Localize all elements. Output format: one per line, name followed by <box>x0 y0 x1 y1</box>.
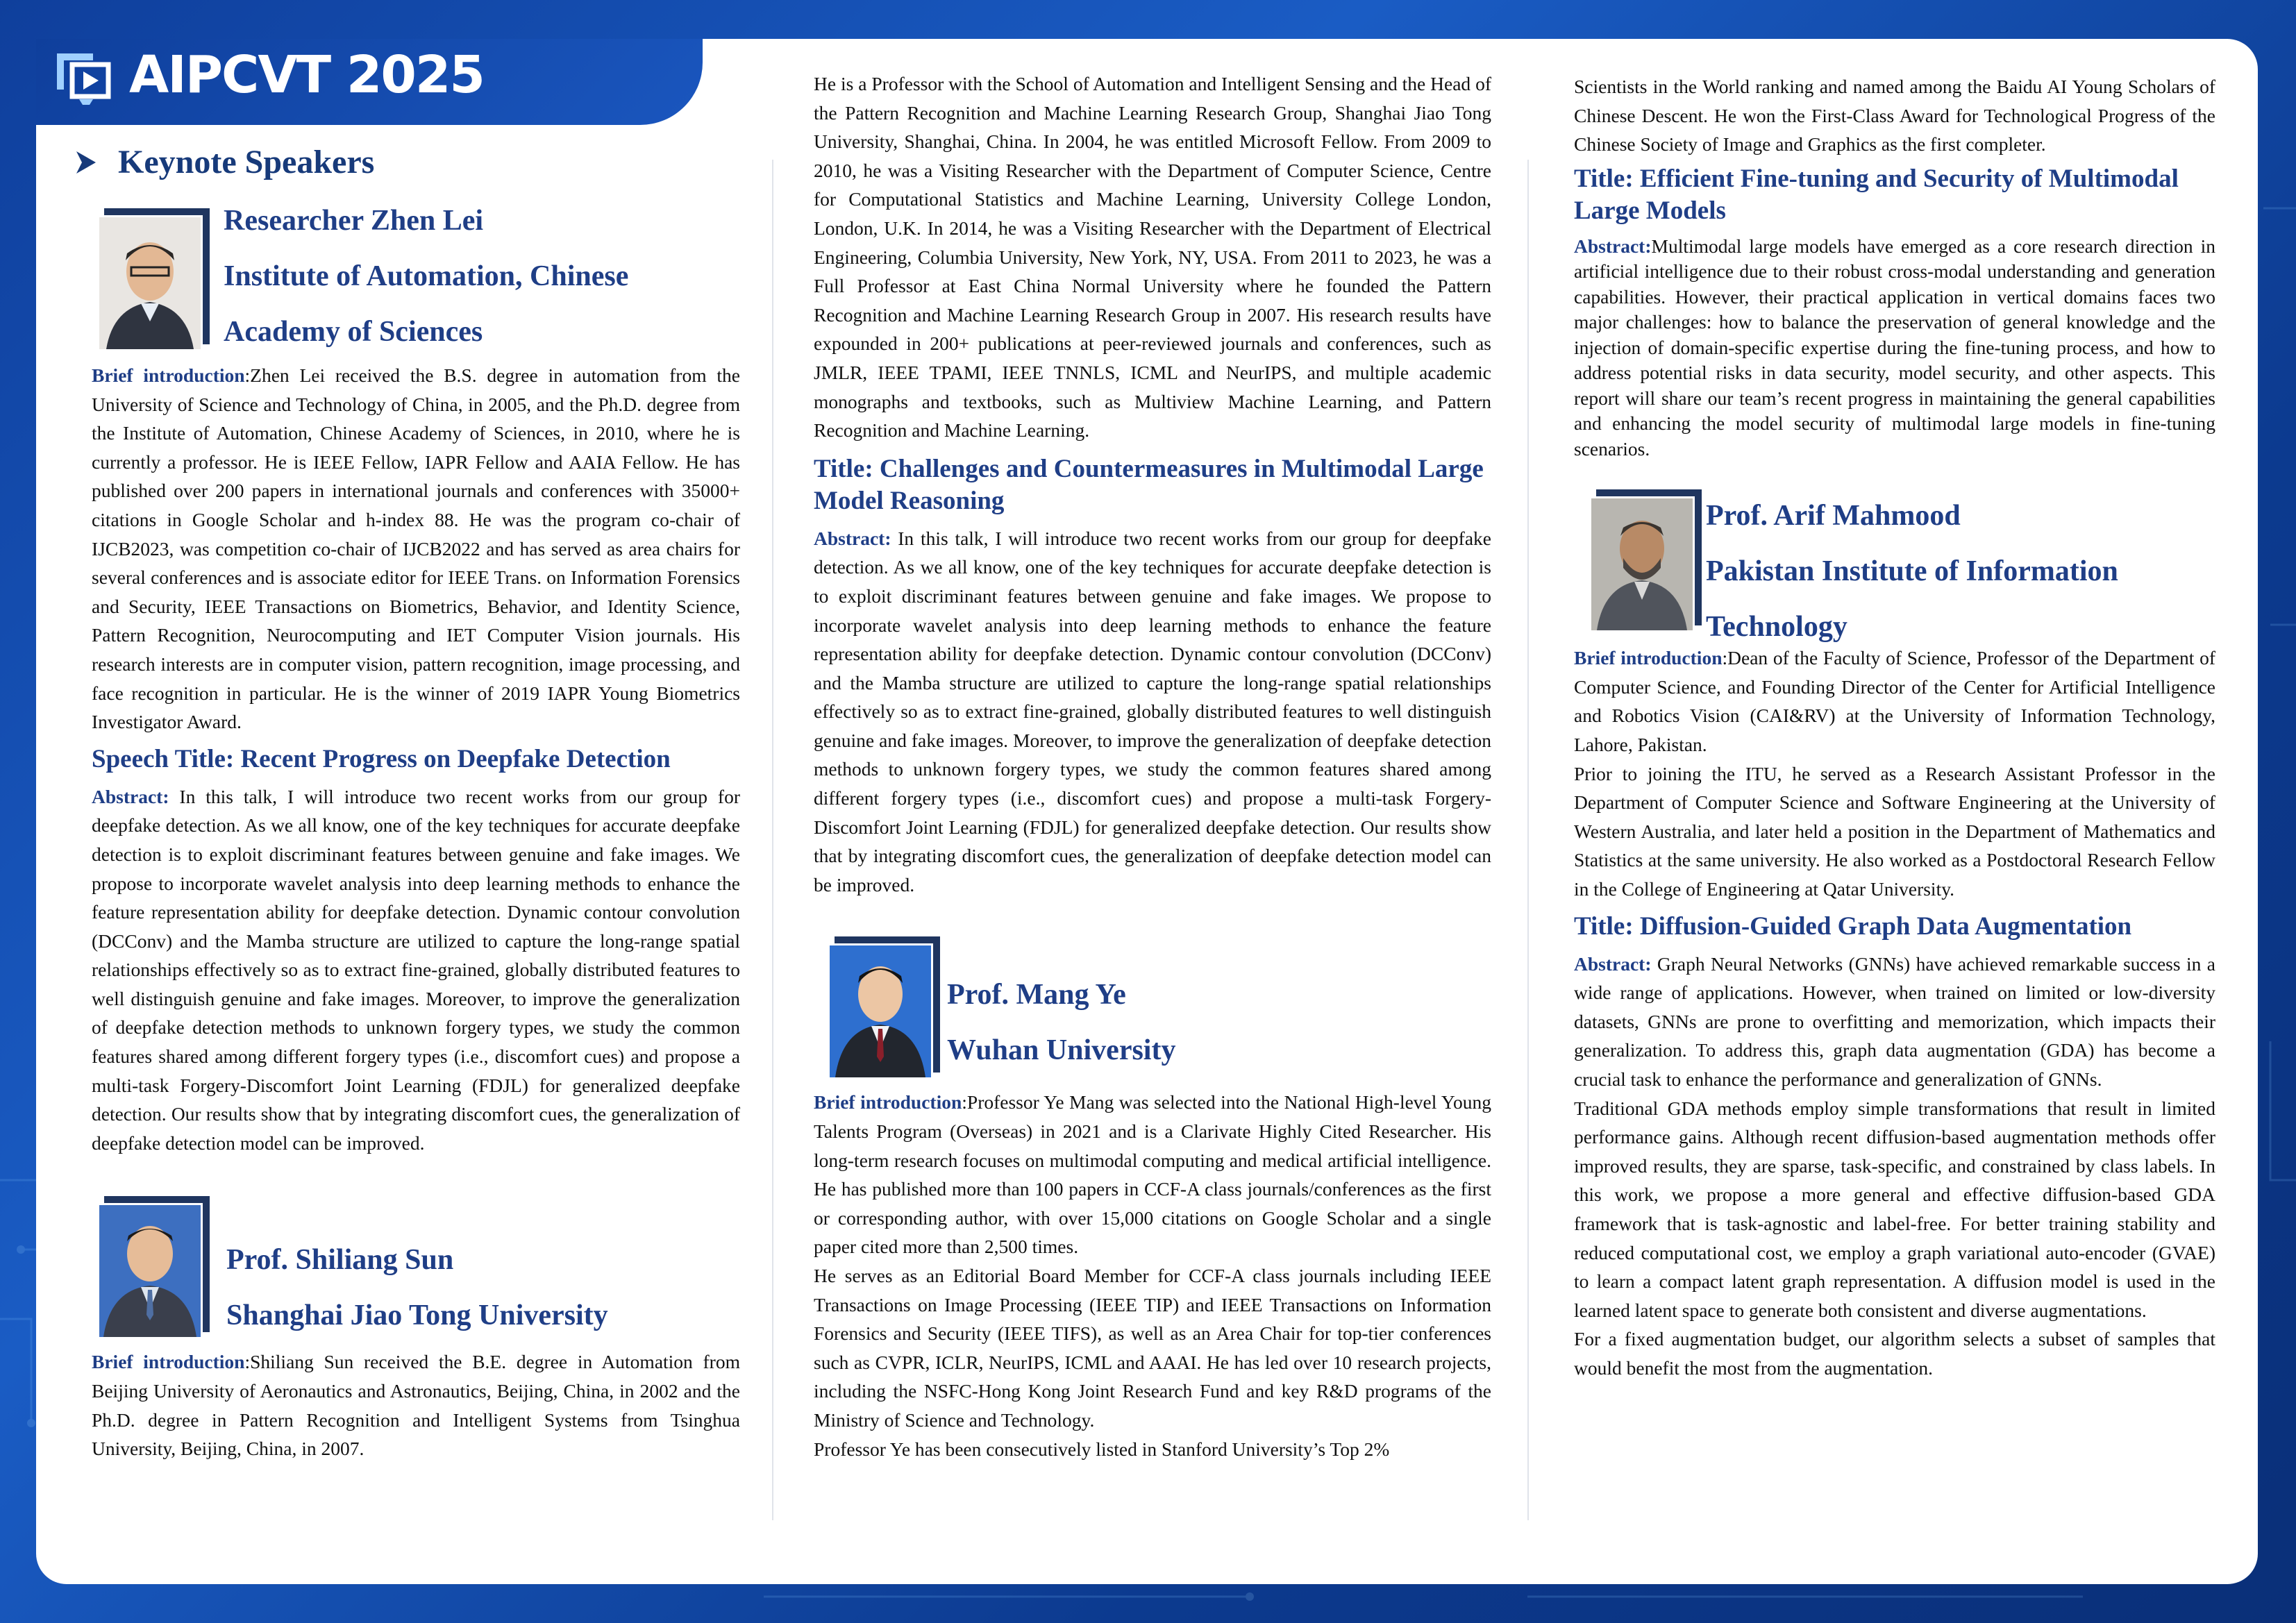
speaker-affiliation: Technology <box>1706 611 1847 644</box>
speaker-photo <box>828 943 933 1079</box>
abstract-paragraph: Traditional GDA methods employ simple transformations that result in limited performance gains. Although recent diffusion-based augmentation methods offer improved results, they are sparse, task-specific, and constrained by class labels. In this work, we propose a more general and effective diffusion-based GDA framework that is task-agnostic and label-free. For better training stability and reduced computational cost, we employ a graph variational auto-encoder (GVAE) to learn a compact latent graph representation. A diffusion model is used in the learned latent space to generate both consistent and diverse augmentations. <box>1574 1097 2215 1321</box>
talk-title: Title: Challenges and Countermeasures in Multimodal Large Model Reasoning <box>814 454 1484 515</box>
speaker-mang-ye <box>814 932 1491 1091</box>
speaker-affiliation: Academy of Sciences <box>224 316 483 348</box>
intro-label: Brief introduction <box>1574 647 1723 669</box>
speaker-name: Prof. Shiliang Sun <box>226 1244 454 1277</box>
talk-title: Speech Title: Recent Progress on Deepfake Detection <box>92 744 671 773</box>
abstract-text: Multimodal large models have emerged as a core research direction in artificial intelligence due to their robust cross-modal understanding and generation capabilities. However, their practical application in vertical domains faces two major challenges: how to balance the preservation of general knowledge and the injection of domain-specific expertise during the fine-tuning process, and how to address potential risks in data security, model security, and other aspects. This report will share our team’s recent progress in maintaining the general capabilities and enhancing the model security of multimodal large models in fine-tuning scenarios. <box>1574 235 2215 460</box>
intro-label: Brief introduction <box>92 364 245 386</box>
arrow-bullet-icon <box>75 150 97 175</box>
speaker-intro-paragraph: He serves as an Editorial Board Member for CCF-A class journals including IEEE Transactions on Image Processing (IEEE TIP) and IEEE Transactions on Information Forensics and Security (IEEE TIFS), as well as an Area Chair for top-tier conferences such as CVPR, ICLR, NeurIPS, ICML and AAAI. He has led over 10 research projects, including the NSFC-Hong Kong Joint Research Fund and key R&D programs of the Ministry of Science and Technology. <box>814 1265 1491 1431</box>
talk-title: Title: Diffusion-Guided Graph Data Augmentation <box>1574 911 2132 941</box>
speaker-photo <box>97 1203 203 1339</box>
talk-title: Title: Efficient Fine-tuning and Security of Multimodal Large Models <box>1574 164 2179 225</box>
speaker-name: Prof. Arif Mahmood <box>1706 500 1961 532</box>
abstract-text: Graph Neural Networks (GNNs) have achieved remarkable success in a wide range of applications. However, when trained on limited or low-diversity datasets, GNNs are prone to overfitting and memorization, which impacts their generalization. To address this, graph data augmentation (GDA) has become a crucial task to enhance the performance and generalization of GNNs. <box>1574 952 2215 1090</box>
speaker-intro-paragraph: Professor Ye has been consecutively listed in Stanford University’s Top 2% <box>814 1438 1390 1460</box>
intro-text: :Zhen Lei received the B.S. degree in automation from the University of Science and Technology of China, in 2005, and the Ph.D. degree from the Institute of Automation, Chinese Academy of Sciences, in 2010, where he is currently a professor. He is IEEE Fellow, IAPR Fellow and AAIA Fellow. He has published over 200 papers in international journals and conferences with 35000+ citations in Google Scholar and h-index 88. He was the program co-chair of IJCB2023, was competition co-chair of IJCB2022 and has served as area chairs for several conferences and is associate editor for IEEE Trans. on Information Forensics and Security, IEEE Transactions on Biometrics, Behavior, and Identity Science, Pattern Recognition, Neurocomputing and IET Computer Vision journals. His research interests are in computer vision, pattern recognition, image processing, and face recognition in particular. He is the winner of 2019 IAPR Young Biometrics Investigator Award. <box>92 364 740 733</box>
column-divider <box>772 160 773 1520</box>
talk-abstract <box>92 782 740 1158</box>
intro-label: Brief introduction <box>814 1091 962 1113</box>
logo-text: AIPCVT 2025 <box>129 45 484 105</box>
conference-logo <box>51 42 484 108</box>
speaker-intro <box>814 1088 1491 1261</box>
logo-play-icon <box>51 44 114 106</box>
abstract-label: Abstract: <box>92 785 169 807</box>
portrait-shiliang-sun <box>97 1203 203 1339</box>
speaker-photo <box>97 215 203 351</box>
speaker-name: Researcher Zhen Lei <box>224 205 484 237</box>
speaker-zhen-lei <box>92 205 740 364</box>
speaker-intro-continued: He is a Professor with the School of Automation and Intelligent Sensing and the Head of the Pattern Recognition and Machine Learning Research Group, Shanghai Jiao Tong University, Shanghai, China. In 2004, he was entitled Microsoft Fellow. From 2009 to 2010, he was a Visiting Researcher with the Department of Computer Science, Centre for Computational Statistics and Machine Learning, University College London, London, U.K. In 2014, he was a Visiting Researcher with the Department of Electrical Engineering, Columbia University, New York, NY, USA. From 2011 to 2023, he was a Full Professor at East China Normal University where he founded the Pattern Recognition and Machine Learning Research Group in 2007. His research results have expounded in 200+ publications at peer-reviewed journals and conferences, such as JMLR, IEEE TPAMI, IEEE TNNLS, ICML and NeurIPS, and multiple academic monographs and textbooks, such as Multiview Machine Learning, and Pattern Recognition and Machine Learning. <box>814 73 1491 442</box>
section-heading <box>75 143 374 181</box>
column-1 <box>92 205 740 1463</box>
column-divider <box>1527 160 1529 1520</box>
speaker-intro <box>1574 644 2215 759</box>
speaker-intro <box>92 361 740 737</box>
intro-text: :Shiliang Sun received the B.E. degree in Automation from Beijing University of Aeronautics and Astronautics, Beijing, China, in 2002 and the Ph.D. degree in Pattern Recognition and Intelligent Systems from Tsinghua University, Beijing, China, in 2007. <box>92 1351 740 1460</box>
talk-abstract <box>1574 234 2215 462</box>
portrait-arif-mahmood <box>1589 496 1695 632</box>
speaker-affiliation: Shanghai Jiao Tong University <box>226 1300 608 1332</box>
speaker-affiliation: Institute of Automation, Chinese <box>224 260 629 292</box>
abstract-label: Abstract: <box>1574 952 1652 975</box>
section-title: Keynote Speakers <box>118 144 375 180</box>
portrait-mang-ye <box>828 943 933 1079</box>
speaker-photo <box>1589 496 1695 632</box>
speaker-shiliang-sun <box>92 1188 740 1352</box>
portrait-zhen-lei <box>97 215 203 351</box>
intro-label: Brief introduction <box>92 1351 245 1373</box>
speaker-name: Prof. Mang Ye <box>947 979 1126 1011</box>
speaker-intro-paragraph: Prior to joining the ITU, he served as a Research Assistant Professor in the Department of Computer Science and Software Engineering at the University of Western Australia, and later held a position in the Department of Mathematics and Statistics at the same university. He also worked as a Postdoctoral Research Fellow in the College of Engineering at Qatar University. <box>1574 762 2215 900</box>
intro-text: :Professor Ye Mang was selected into the National High-level Young Talents Program (Overseas) in 2021 and is a Clarivate Highly Cited Researcher. His long-term research focuses on multimodal computing and medical artificial intelligence. He has published more than 100 papers in CCF-A class journals/conferences as the first or corresponding author, with over 15,000 citations on Google Scholar and a single paper cited more than 2,500 times. <box>814 1091 1491 1258</box>
column-3 <box>1574 72 2215 1383</box>
abstract-paragraph: For a fixed augmentation budget, our algorithm selects a subset of samples that would benefit the most from the augmentation. <box>1574 1328 2215 1379</box>
speaker-intro <box>92 1347 740 1463</box>
talk-abstract <box>814 524 1491 900</box>
speaker-intro-continued: Scientists in the World ranking and named among the Baidu AI Young Scholars of Chinese Descent. He won the First-Class Award for Technological Progress of the Chinese Society of Image and Graphics as the first completer. <box>1574 76 2215 155</box>
abstract-text: In this talk, I will introduce two recent works from our group for deepfake detection. As we all know, one of the key techniques for accurate deepfake detection is to exploit discriminant features between genuine and fake images. We propose to incorporate wavelet analysis into deep learning methods to enhance the feature representation ability for deepfake detection. Dynamic contour convolution (DCConv) and the Mamba structure are utilized to capture the long-range spatial relationships effectively so as to extract fine-grained, globally distributed features to well distinguish genuine and fake images. Moreover, to improve the generalization of deepfake detection methods to unknown forgery types, we study the common features shared among different forgery types (i.e., discomfort cues) and propose a multi-task Forgery-Discomfort Joint Learning (FDJL) for generalized deepfake detection. Our results show that by integrating discomfort cues, the generalization of deepfake detection model can be improved. <box>814 527 1491 895</box>
speaker-affiliation: Pakistan Institute of Information <box>1706 555 2118 588</box>
speaker-arif-mahmood <box>1574 481 2215 648</box>
talk-abstract <box>1574 950 2215 1094</box>
abstract-label: Abstract: <box>1574 235 1652 257</box>
intro-text: :Dean of the Faculty of Science, Professor of the Department of Computer Science, and Founding Director of the Center for Artificial Intelligence and Robotics Vision (CAI&RV) at the University of Information Technology, Lahore, Pakistan. <box>1574 647 2215 756</box>
column-2 <box>814 69 1491 1463</box>
speaker-affiliation: Wuhan University <box>947 1034 1176 1067</box>
abstract-label: Abstract: <box>814 527 891 549</box>
abstract-text: In this talk, I will introduce two recent works from our group for deepfake detection. As we all know, one of the key techniques for accurate deepfake detection is to exploit discriminant features between genuine and fake images. We propose to incorporate wavelet analysis into deep learning methods to enhance the feature representation ability for deepfake detection. Dynamic contour convolution (DCConv) and the Mamba structure are utilized to capture the long-range spatial relationships effectively so as to extract fine-grained, globally distributed features to well distinguish genuine and fake images. Moreover, to improve the generalization of deepfake detection methods to unknown forgery types, we study the common features shared among different forgery types (i.e., discomfort cues) and propose a multi-task Forgery-Discomfort Joint Learning (FDJL) for generalized deepfake detection. Our results show that by integrating discomfort cues, the generalization of deepfake detection model can be improved. <box>92 785 740 1154</box>
